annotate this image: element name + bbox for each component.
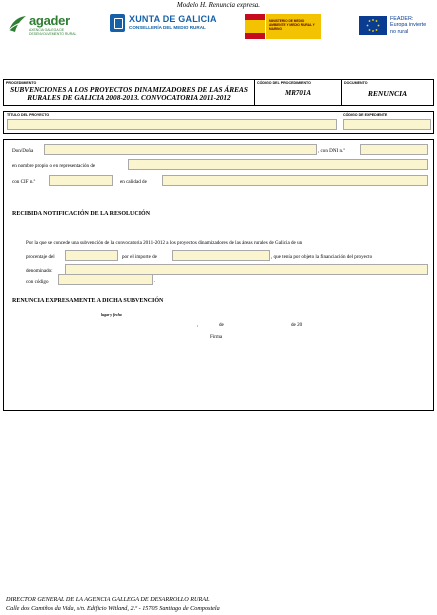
amount-field[interactable]: [172, 250, 270, 261]
code-field[interactable]: [58, 274, 156, 285]
resolution-paragraph: Por la que se concede una subvención de la convocatoria 2011-2012 a los proyectos dinamizadores de las áreas rurales de Galicia de un: [26, 240, 303, 246]
eu-logo: [359, 16, 434, 36]
document-cell: [342, 80, 433, 105]
amount-label: por el importe de: [122, 254, 157, 260]
project-box: [3, 111, 434, 134]
procedure-code-cell: [255, 80, 342, 105]
code-label: con código: [26, 279, 49, 285]
don-field[interactable]: [44, 144, 317, 155]
named-label: denominado:: [26, 268, 53, 274]
cif-field[interactable]: [49, 175, 113, 186]
signature-label: Firma: [210, 334, 223, 340]
procedure-cell: [4, 80, 255, 105]
notification-section-title: RECIBIDA NOTIFICACIÓN DE LA RESOLUCIÓN: [12, 211, 151, 217]
date-de-2: de 20: [291, 322, 303, 328]
xunta-name: XUNTA DE GALICIA: [129, 14, 217, 24]
agader-subtitle: AXENCIA GALEGA DE DESENVOLVEMENTO RURAL: [29, 28, 77, 36]
project-title-field[interactable]: [7, 119, 337, 130]
procedure-code-value: MR701A: [284, 89, 312, 97]
document-value: RENUNCIA: [367, 89, 408, 98]
renounce-form: [3, 139, 434, 411]
dni-field[interactable]: [360, 144, 428, 155]
representation-field[interactable]: [128, 159, 428, 170]
project-title-label: TÍTULO DEL PROYECTO: [7, 113, 50, 117]
dni-label: , con DNI n.º: [318, 148, 345, 154]
xunta-department: CONSELLERÍA DEL MEDIO RURAL: [129, 25, 206, 30]
procedure-header: [3, 79, 434, 106]
page-title: Modelo H. Renuncia expresa.: [176, 1, 261, 9]
cif-label: con CIF n.º: [12, 179, 36, 185]
representation-label: en nombre propio o en representación de: [12, 163, 96, 169]
footer-address: Calle dos Camiños da Vida, s/n. Edificio Witland, 2.º - 15705 Santiago de Compostela: [6, 605, 220, 612]
agader-logo: [5, 13, 87, 41]
renounce-section-title: RENUNCIA EXPRESAMENTE A DICHA SUBVENCIÓN: [12, 298, 164, 304]
document-label: DOCUMENTO: [344, 81, 368, 85]
footer-recipient: DIRECTOR GENERAL DE LA AGENCIA GALLEGA DE DESARROLLO RURAL: [6, 596, 210, 603]
eu-text: FEADER: Europa invierte no rural: [390, 16, 427, 35]
file-code-field[interactable]: [343, 119, 431, 130]
file-code-label: CÓDIGO DE EXPEDIENTE: [343, 113, 388, 117]
ministerio-logo: [245, 14, 321, 39]
percentage-label: procentaje del: [26, 254, 55, 260]
agader-leaf-icon: [7, 14, 27, 34]
xunta-logo: [110, 13, 228, 39]
date-comma: ,: [197, 322, 199, 328]
date-de-1: de: [219, 322, 224, 328]
capacity-label: en calidad de: [120, 179, 147, 185]
don-label: Don/Doña: [12, 148, 34, 154]
spain-shield-icon: [245, 14, 265, 39]
procedure-label: PROCEDIMIENTO: [6, 81, 37, 85]
agader-name: agader: [29, 13, 70, 28]
procedure-title: SUBVENCIONES A LOS PROYECTOS DINAMIZADORES DE LAS ÁREAS RURALES DE GALICIA 2008-2013. CONVOCATORIA 2011-2012: [10, 85, 248, 102]
place-date-label: lugar y fecha: [101, 313, 122, 317]
capacity-field[interactable]: [162, 175, 428, 186]
percentage-field[interactable]: [65, 250, 118, 261]
purpose-label: , que tenía por objeto la financiación del proyecto: [271, 254, 373, 260]
ministerio-text: MINISTERIO DE MEDIO AMBIENTE Y MEDIO RURAL Y MARINO: [269, 19, 315, 31]
xunta-emblem-icon: [110, 14, 125, 32]
code-period: .: [154, 278, 156, 284]
procedure-code-label: CÓDIGO DEL PROCEDIMIENTO: [257, 81, 311, 85]
